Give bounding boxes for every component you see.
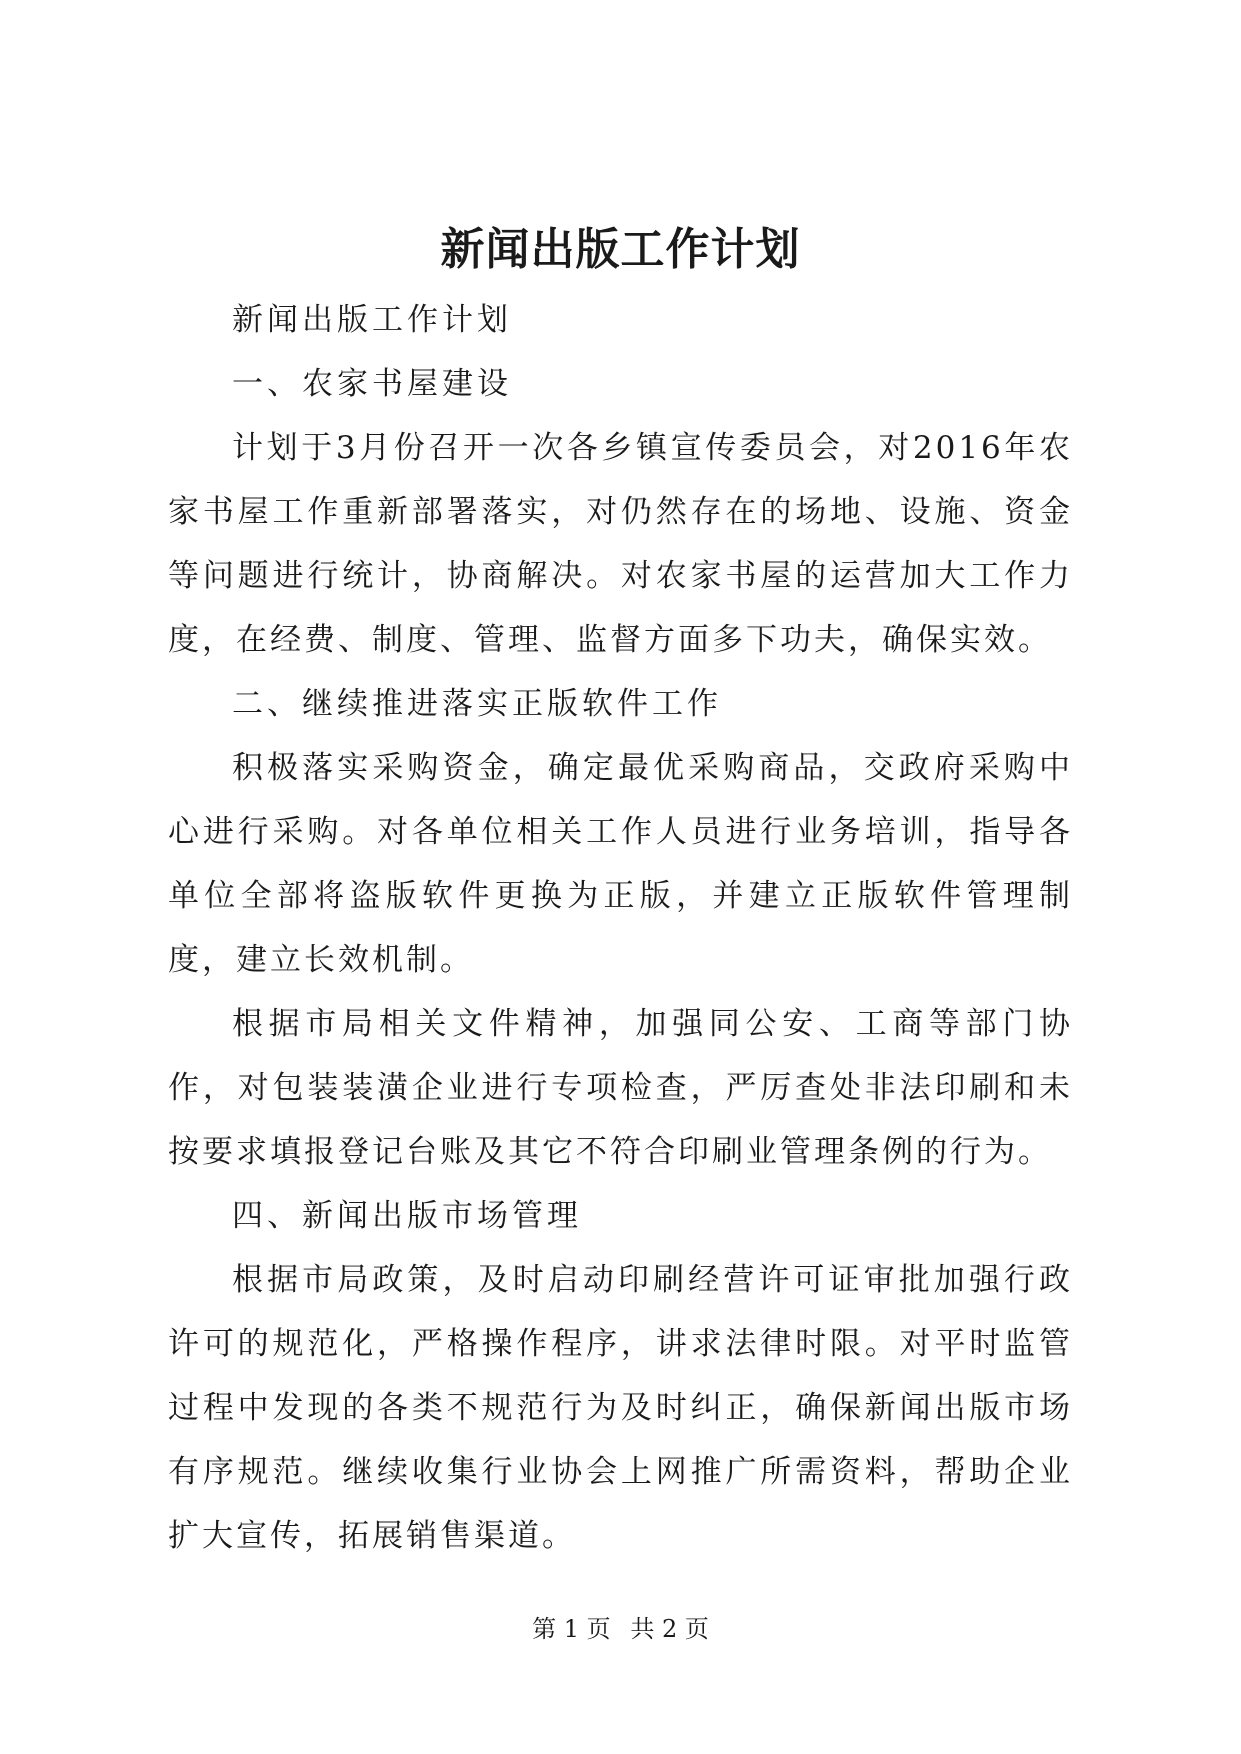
page-footer xyxy=(0,1613,1241,1645)
section-heading-4: 四、新闻出版市场管理 xyxy=(232,1198,582,1234)
document-body xyxy=(168,288,1073,1568)
page-total: 共 2 页 xyxy=(630,1615,709,1643)
body-paragraph-1: 计划于3月份召开一次各乡镇宣传委员会，对2016年农家书屋工作重新部署落实，对仍然存在的场地、设施、资金等问题进行统计，协商解决。对农家书屋的运营加大工作力度，在经费、制度、管理、监督方面多下功夫，确保实效。 xyxy=(168,430,1073,658)
body-paragraph-3: 根据市局相关文件精神，加强同公安、工商等部门协作，对包装装潢企业进行专项检查，严厉查处非法印刷和未按要求填报登记台账及其它不符合印刷业管理条例的行为。 xyxy=(168,1006,1073,1170)
section-heading-1: 一、农家书屋建设 xyxy=(232,366,512,402)
page-number: 第 1 页 xyxy=(532,1615,611,1643)
body-paragraph-2: 积极落实采购资金，确定最优采购商品，交政府采购中心进行采购。对各单位相关工作人员进行业务培训，指导各单位全部将盗版软件更换为正版，并建立正版软件管理制度，建立长效机制。 xyxy=(168,750,1073,978)
subtitle-paragraph: 新闻出版工作计划 xyxy=(232,302,512,338)
section-heading-2: 二、继续推进落实正版软件工作 xyxy=(232,686,722,722)
document-title: 新闻出版工作计划 xyxy=(440,224,801,275)
body-paragraph-4: 根据市局政策，及时启动印刷经营许可证审批加强行政许可的规范化，严格操作程序，讲求法律时限。对平时监管过程中发现的各类不规范行为及时纠正，确保新闻出版市场有序规范。继续收集行业协会上网推广所需资料，帮助企业扩大宣传，拓展销售渠道。 xyxy=(168,1262,1073,1554)
